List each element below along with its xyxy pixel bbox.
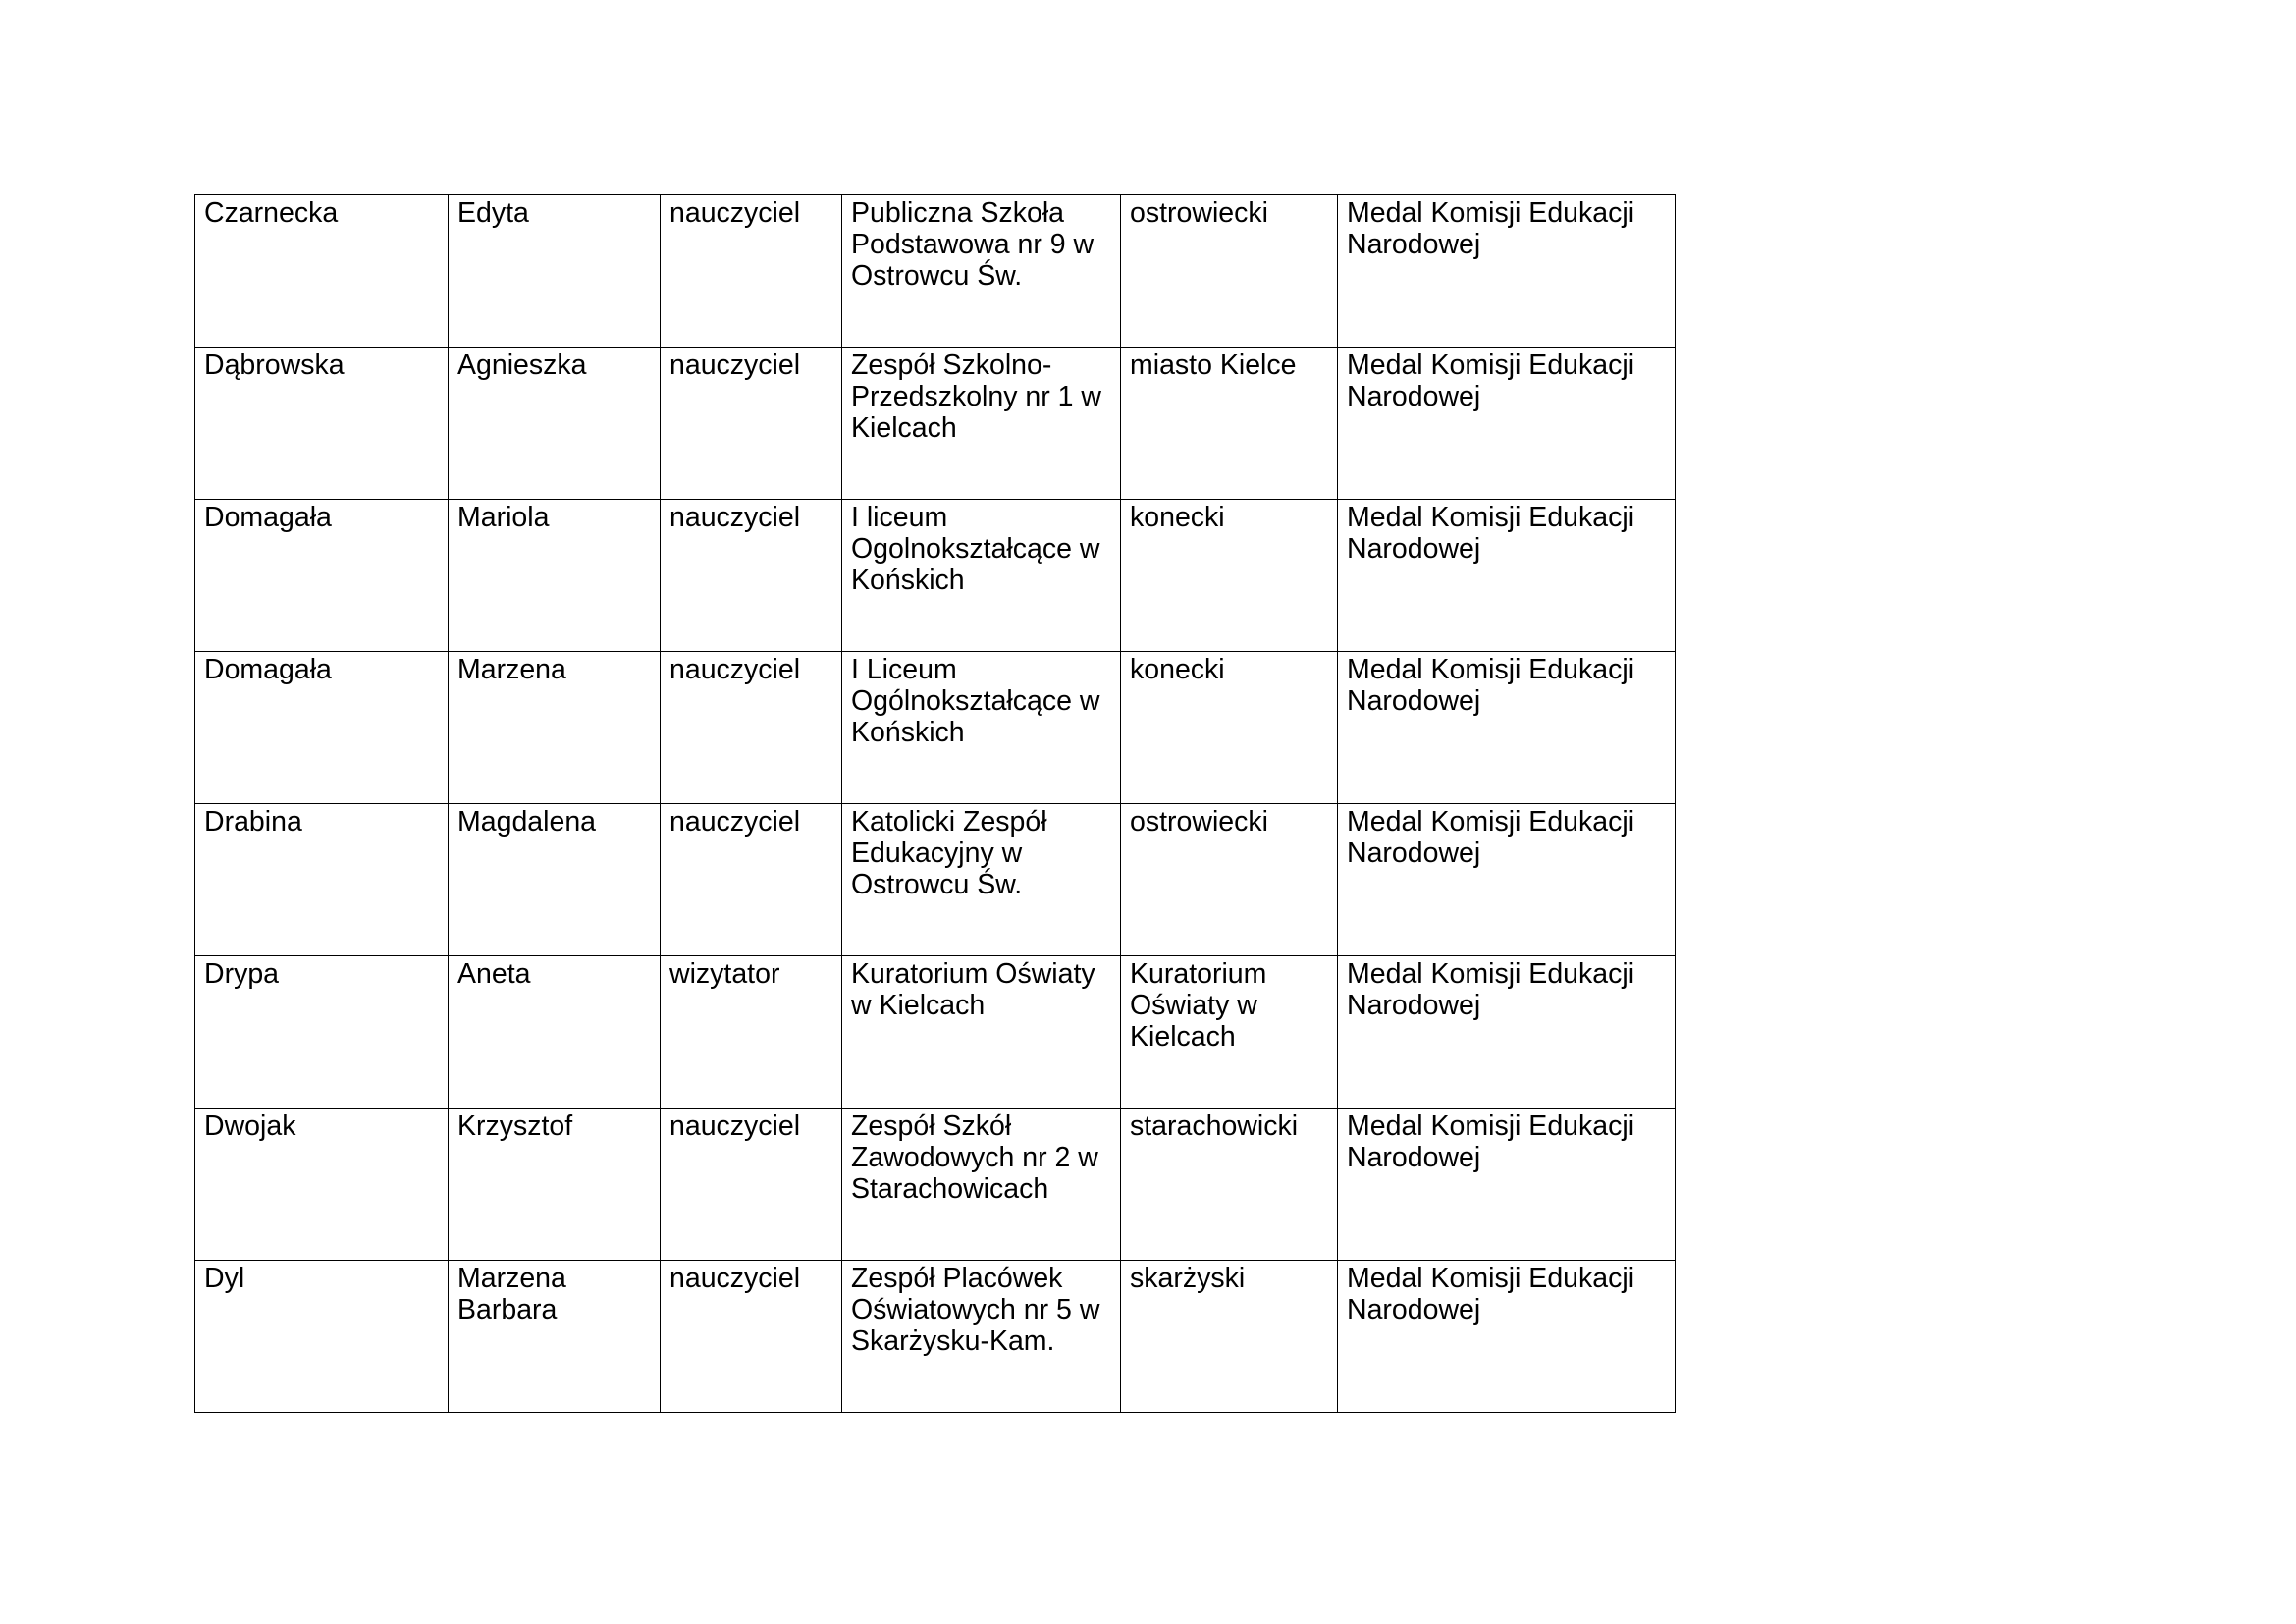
cell-district: konecki	[1121, 652, 1338, 804]
cell-surname: Dyl	[195, 1261, 449, 1413]
cell-institution: Zespół Szkolno- Przedszkolny nr 1 w Kielcach	[842, 348, 1121, 500]
cell-award: Medal Komisji Edukacji Narodowej	[1338, 195, 1676, 348]
table-row	[195, 804, 1676, 956]
table-row	[195, 348, 1676, 500]
cell-award: Medal Komisji Edukacji Narodowej	[1338, 348, 1676, 500]
cell-position: nauczyciel	[661, 195, 842, 348]
cell-surname: Drypa	[195, 956, 449, 1109]
cell-institution: Zespół Szkół Zawodowych nr 2 w Starachowicach	[842, 1109, 1121, 1261]
cell-surname: Drabina	[195, 804, 449, 956]
cell-position: nauczyciel	[661, 1109, 842, 1261]
awards-table	[194, 194, 1676, 1413]
cell-district: ostrowiecki	[1121, 804, 1338, 956]
cell-institution: Zespół Placówek Oświatowych nr 5 w Skarżysku-Kam.	[842, 1261, 1121, 1413]
cell-first-name: Aneta	[449, 956, 661, 1109]
cell-first-name: Agnieszka	[449, 348, 661, 500]
cell-position: nauczyciel	[661, 348, 842, 500]
cell-first-name: Marzena Barbara	[449, 1261, 661, 1413]
table-row	[195, 652, 1676, 804]
cell-position: nauczyciel	[661, 652, 842, 804]
table-row	[195, 1109, 1676, 1261]
cell-district: ostrowiecki	[1121, 195, 1338, 348]
cell-district: skarżyski	[1121, 1261, 1338, 1413]
cell-first-name: Mariola	[449, 500, 661, 652]
cell-award: Medal Komisji Edukacji Narodowej	[1338, 1109, 1676, 1261]
cell-first-name: Edyta	[449, 195, 661, 348]
cell-surname: Czarnecka	[195, 195, 449, 348]
cell-position: nauczyciel	[661, 804, 842, 956]
table-row	[195, 500, 1676, 652]
table-row	[195, 195, 1676, 348]
cell-position: wizytator	[661, 956, 842, 1109]
cell-first-name: Magdalena	[449, 804, 661, 956]
cell-surname: Domagała	[195, 500, 449, 652]
cell-institution: I liceum Ogolnokształcące w Końskich	[842, 500, 1121, 652]
cell-award: Medal Komisji Edukacji Narodowej	[1338, 1261, 1676, 1413]
table-row	[195, 1261, 1676, 1413]
cell-award: Medal Komisji Edukacji Narodowej	[1338, 500, 1676, 652]
cell-award: Medal Komisji Edukacji Narodowej	[1338, 652, 1676, 804]
cell-district: Kuratorium Oświaty w Kielcach	[1121, 956, 1338, 1109]
cell-institution: Kuratorium Oświaty w Kielcach	[842, 956, 1121, 1109]
cell-district: konecki	[1121, 500, 1338, 652]
cell-first-name: Marzena	[449, 652, 661, 804]
cell-institution: Publiczna Szkoła Podstawowa nr 9 w Ostrowcu Św.	[842, 195, 1121, 348]
cell-institution: I Liceum Ogólnokształcące w Końskich	[842, 652, 1121, 804]
cell-position: nauczyciel	[661, 500, 842, 652]
table-row	[195, 956, 1676, 1109]
cell-district: miasto Kielce	[1121, 348, 1338, 500]
cell-award: Medal Komisji Edukacji Narodowej	[1338, 956, 1676, 1109]
cell-surname: Dwojak	[195, 1109, 449, 1261]
cell-surname: Domagała	[195, 652, 449, 804]
cell-surname: Dąbrowska	[195, 348, 449, 500]
cell-award: Medal Komisji Edukacji Narodowej	[1338, 804, 1676, 956]
cell-position: nauczyciel	[661, 1261, 842, 1413]
cell-district: starachowicki	[1121, 1109, 1338, 1261]
cell-first-name: Krzysztof	[449, 1109, 661, 1261]
cell-institution: Katolicki Zespół Edukacyjny w Ostrowcu Św.	[842, 804, 1121, 956]
